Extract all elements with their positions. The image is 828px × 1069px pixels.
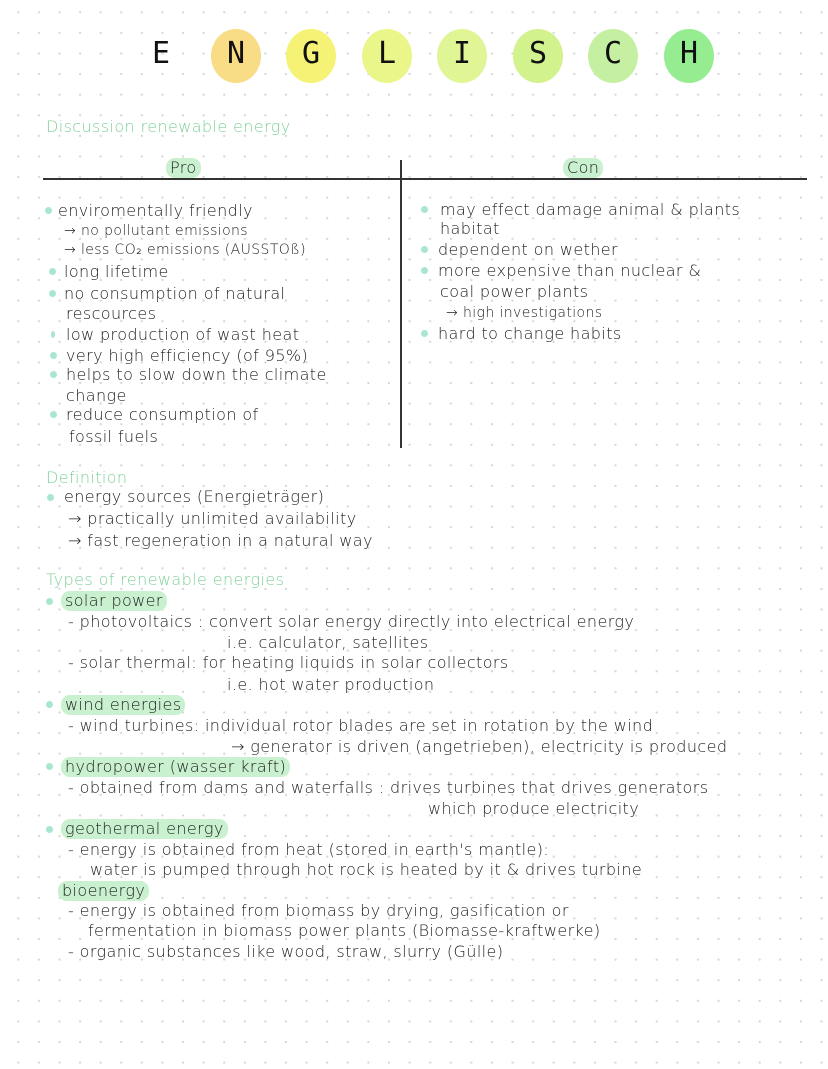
bullet-icon	[46, 598, 53, 605]
title-letter: L	[377, 36, 397, 71]
definition-heading: Definition	[46, 468, 128, 487]
type-detail-cont: → generator is driven (angetrieben), electricity is produced	[231, 737, 728, 756]
table-divider-vertical	[400, 160, 402, 448]
bullet-icon	[45, 207, 52, 214]
type-solar-power: solar power	[61, 591, 167, 611]
table-divider-horizontal	[43, 178, 807, 180]
type-detail-cont: i.e. hot water production	[227, 675, 435, 694]
bullet-icon	[49, 268, 56, 275]
type-detail-cont: which produce electricity	[428, 799, 640, 818]
bullet-icon	[421, 206, 428, 213]
type-hydropower: hydropower (wasser kraft)	[61, 757, 290, 777]
title-letter: G	[301, 36, 321, 71]
con-item: hard to change habits	[438, 324, 622, 343]
pro-item: no consumption of natural	[64, 284, 286, 303]
bullet-icon	[49, 290, 56, 297]
type-detail-cont: i.e. calculator, satellites	[227, 633, 429, 652]
bullet-icon	[421, 246, 428, 253]
pro-label: Pro	[166, 158, 201, 178]
type-detail-cont: fermentation in biomass power plants (Biomasse-kraftwerke)	[88, 921, 601, 940]
con-subitem: → high investigations	[446, 305, 603, 321]
pro-item: long lifetime	[64, 262, 169, 281]
type-bioenergy: bioenergy	[58, 881, 149, 901]
type-detail: - obtained from dams and waterfalls : drives turbines that drives generators	[68, 778, 709, 797]
pro-subitem: → less CO₂ emissions (AUSSTOß)	[64, 242, 306, 258]
type-detail-cont: water is pumped through hot rock is heated by it & drives turbine	[90, 860, 643, 879]
bullet-icon	[421, 267, 428, 274]
title-letter: N	[226, 36, 246, 71]
title-letter: H	[679, 36, 699, 71]
con-item: more expensive than nuclear &	[438, 261, 702, 280]
pro-item: very high efficiency (of 95%)	[66, 346, 309, 365]
type-detail: - energy is obtained from biomass by drying, gasification or	[68, 901, 569, 920]
type-detail: - organic substances like wood, straw, slurry (Gülle)	[68, 942, 504, 961]
type-wind-energies: wind energies	[61, 695, 185, 715]
con-item-cont: habitat	[440, 219, 500, 238]
pro-item: helps to slow down the climate	[66, 365, 327, 384]
definition-subitem: → practically unlimited availability	[68, 509, 357, 528]
definition-item: energy sources (Energieträger)	[64, 487, 325, 506]
pro-item: enviromentally friendly	[58, 201, 253, 220]
con-item: dependent on wether	[438, 240, 619, 259]
bullet-icon	[46, 763, 53, 770]
con-item: may effect damage animal & plants	[440, 200, 741, 219]
type-geothermal: geothermal energy	[61, 819, 228, 839]
con-label: Con	[563, 158, 603, 178]
type-detail: - energy is obtained from heat (stored in earth's mantle):	[68, 840, 550, 859]
pro-item-cont: change	[66, 386, 127, 405]
pro-item-cont: rescources	[66, 304, 157, 323]
discussion-heading: Discussion renewable energy	[46, 117, 291, 136]
bullet-icon	[46, 701, 53, 708]
type-detail: - solar thermal: for heating liquids in solar collectors	[68, 653, 509, 672]
title-letter: S	[528, 36, 548, 71]
bullet-icon	[46, 826, 53, 833]
pro-item: low production of wast heat	[66, 325, 300, 344]
title-letter: C	[603, 36, 623, 71]
bullet-icon	[421, 330, 428, 337]
pro-subitem: → no pollutant emissions	[64, 223, 249, 239]
pro-item: reduce consumption of	[66, 405, 259, 424]
title-letter: E	[151, 36, 171, 71]
types-heading: Types of renewable energies	[46, 570, 285, 589]
bullet-icon	[50, 411, 57, 418]
type-detail: - photovoltaics : convert solar energy directly into electrical energy	[68, 612, 635, 631]
type-detail: - wind turbines: individual rotor blades are set in rotation by the wind	[68, 716, 654, 735]
definition-subitem: → fast regeneration in a natural way	[68, 531, 373, 550]
bullet-icon	[50, 371, 57, 378]
title-letter: I	[452, 36, 472, 71]
bullet-icon	[50, 352, 57, 359]
bullet-icon	[51, 331, 55, 338]
bullet-icon	[47, 494, 54, 501]
con-item-cont: coal power plants	[440, 282, 589, 301]
pro-item-cont: fossil fuels	[69, 427, 159, 446]
